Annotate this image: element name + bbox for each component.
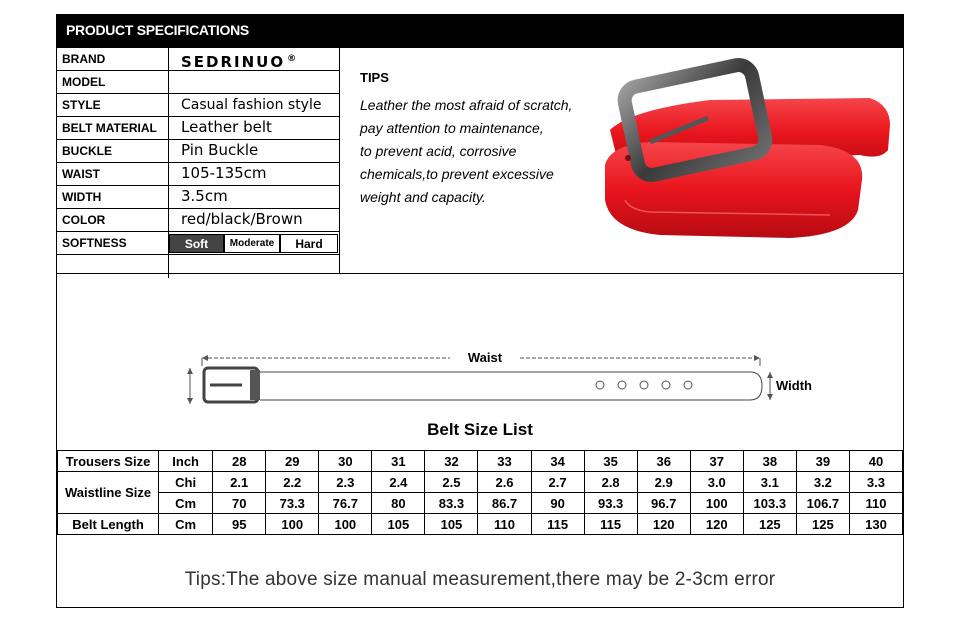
width-label: Width xyxy=(776,378,812,393)
cell: 2.6 xyxy=(478,472,531,493)
cell: 3.0 xyxy=(690,472,743,493)
spec-value: red/black/Brown xyxy=(169,209,339,232)
spec-table xyxy=(56,48,340,274)
spec-value: Casual fashion style xyxy=(169,94,339,117)
cell: 80 xyxy=(372,493,425,514)
cell: 95 xyxy=(213,514,266,535)
cell: 120 xyxy=(637,514,690,535)
belt-photo xyxy=(590,50,902,272)
unit-cm: Cm xyxy=(159,514,213,535)
cell: 110 xyxy=(849,493,902,514)
cell: 2.7 xyxy=(531,472,584,493)
spec-label: BRAND xyxy=(57,48,169,71)
tips-line: weight and capacity. xyxy=(360,189,486,205)
cell: 33 xyxy=(478,451,531,472)
cell: 29 xyxy=(266,451,319,472)
spec-label: WIDTH xyxy=(57,186,169,209)
cell: 100 xyxy=(690,493,743,514)
cell: 130 xyxy=(849,514,902,535)
cell: 36 xyxy=(637,451,690,472)
cell: 39 xyxy=(796,451,849,472)
softness-soft: Soft xyxy=(169,234,224,253)
spec-row-style xyxy=(57,94,339,117)
spec-label: STYLE xyxy=(57,94,169,117)
belt-length-label: Belt Length xyxy=(58,514,159,535)
unit-cm: Cm xyxy=(159,493,213,514)
spec-row-color xyxy=(57,209,339,232)
cell: 100 xyxy=(319,514,372,535)
cell: 2.4 xyxy=(372,472,425,493)
bottom-tip: Tips:The above size manual measurement,there may be 2-3cm error xyxy=(184,569,776,590)
cell: 125 xyxy=(796,514,849,535)
cell: 106.7 xyxy=(796,493,849,514)
waistline-size-label: Waistline Size xyxy=(58,472,159,514)
tips-line: chemicals,to prevent excessive xyxy=(360,166,554,182)
cell: 105 xyxy=(425,514,478,535)
table-row xyxy=(58,472,903,493)
cell: 103.3 xyxy=(743,493,796,514)
spec-row-model xyxy=(57,71,339,94)
cell: 31 xyxy=(372,451,425,472)
unit-inch: Inch xyxy=(159,451,213,472)
cell: 100 xyxy=(266,514,319,535)
spec-label: MODEL xyxy=(57,71,169,94)
spec-label: SOFTNESS xyxy=(57,232,169,255)
cell: 90 xyxy=(531,493,584,514)
cell: 2.1 xyxy=(213,472,266,493)
cell: 115 xyxy=(531,514,584,535)
softness-moderate: Moderate xyxy=(224,234,280,253)
spec-row-softness xyxy=(57,232,339,255)
spec-value: 105-135cm xyxy=(169,163,339,186)
cell: 70 xyxy=(213,493,266,514)
cell: 35 xyxy=(584,451,637,472)
spec-value: Leather belt xyxy=(169,117,339,140)
spec-row-material xyxy=(57,117,339,140)
cell: 115 xyxy=(584,514,637,535)
spec-row-waist xyxy=(57,163,339,186)
spec-label: BUCKLE xyxy=(57,140,169,163)
size-table xyxy=(57,450,903,535)
size-list-title: Belt Size List xyxy=(427,420,533,439)
cell: 76.7 xyxy=(319,493,372,514)
spec-row-width xyxy=(57,186,339,209)
cell: 28 xyxy=(213,451,266,472)
softness-hard: Hard xyxy=(280,234,338,253)
spec-label: WAIST xyxy=(57,163,169,186)
spec-value: 3.5cm xyxy=(169,186,339,209)
spec-label: COLOR xyxy=(57,209,169,232)
cell: 2.5 xyxy=(425,472,478,493)
table-row xyxy=(58,451,903,472)
trousers-size-label: Trousers Size xyxy=(58,451,159,472)
cell: 40 xyxy=(849,451,902,472)
cell: 110 xyxy=(478,514,531,535)
spec-row-brand xyxy=(57,48,339,71)
cell: 3.2 xyxy=(796,472,849,493)
unit-chi: Chi xyxy=(159,472,213,493)
cell: 125 xyxy=(743,514,796,535)
size-panel xyxy=(56,274,904,608)
cell: 86.7 xyxy=(478,493,531,514)
belt-diagram xyxy=(180,350,830,412)
cell: 3.1 xyxy=(743,472,796,493)
table-row xyxy=(58,493,903,514)
tips-line: pay attention to maintenance, xyxy=(360,120,544,136)
waist-label: Waist xyxy=(467,350,503,365)
spec-label: BELT MATERIAL xyxy=(57,117,169,140)
tips-title: TIPS xyxy=(360,70,389,85)
table-row xyxy=(58,514,903,535)
cell: 34 xyxy=(531,451,584,472)
header-title: PRODUCT SPECIFICATIONS xyxy=(66,22,249,38)
tips-text xyxy=(360,94,610,209)
spec-value: Pin Buckle xyxy=(169,140,339,163)
brand-logo: SEDRINUO ® xyxy=(169,48,339,71)
cell: 32 xyxy=(425,451,478,472)
cell: 73.3 xyxy=(266,493,319,514)
cell: 2.3 xyxy=(319,472,372,493)
cell: 30 xyxy=(319,451,372,472)
cell: 120 xyxy=(690,514,743,535)
cell: 2.8 xyxy=(584,472,637,493)
spec-value xyxy=(169,71,339,94)
header-bar xyxy=(56,14,904,48)
cell: 105 xyxy=(372,514,425,535)
cell: 2.2 xyxy=(266,472,319,493)
cell: 38 xyxy=(743,451,796,472)
spec-row-buckle xyxy=(57,140,339,163)
tips-line: Leather the most afraid of scratch, xyxy=(360,97,573,113)
cell: 3.3 xyxy=(849,472,902,493)
cell: 37 xyxy=(690,451,743,472)
cell: 2.9 xyxy=(637,472,690,493)
tips-line: to prevent acid, corrosive xyxy=(360,143,517,159)
cell: 96.7 xyxy=(637,493,690,514)
softness-scale xyxy=(169,232,339,255)
cell: 83.3 xyxy=(425,493,478,514)
cell: 93.3 xyxy=(584,493,637,514)
